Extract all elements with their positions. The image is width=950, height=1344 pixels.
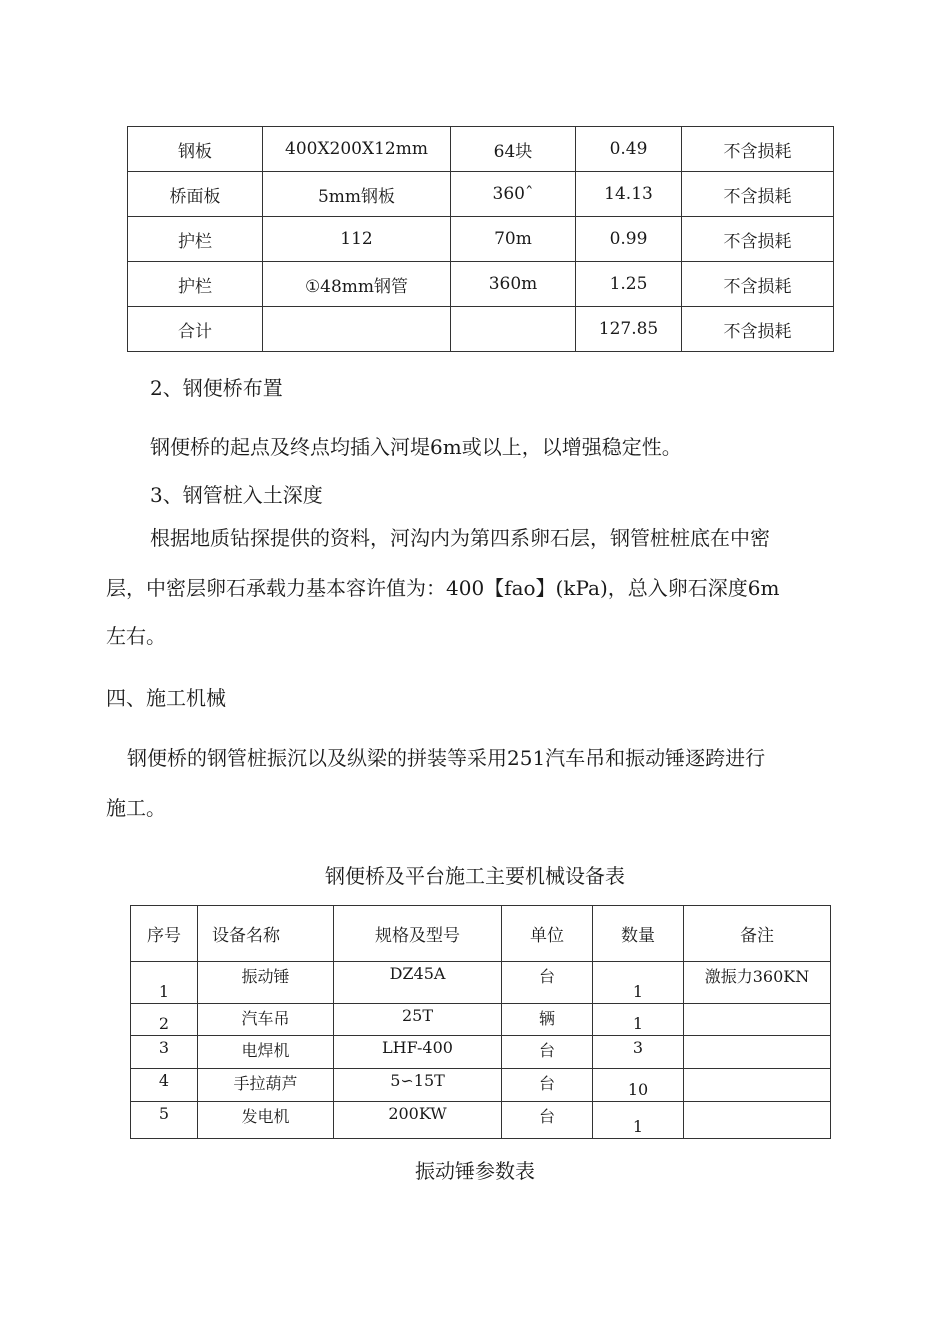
header-cell: 设备名称: [198, 906, 334, 962]
table-cell: 护栏: [128, 262, 263, 307]
table-cell: 10: [593, 1069, 684, 1102]
section-heading: 2、钢便桥布置: [150, 376, 283, 400]
table-cell: 电焊机: [198, 1036, 334, 1069]
table-cell: 5mm钢板: [263, 172, 451, 217]
paragraph-line: 钢便桥的钢管桩振沉以及纵梁的拼装等采用251汽车吊和振动锤逐跨进行: [127, 746, 766, 770]
table-cell: 台: [502, 1069, 593, 1102]
table-cell: 127.85: [576, 307, 682, 352]
table-cell: 14.13: [576, 172, 682, 217]
table-row: [131, 1069, 831, 1102]
table-title: 钢便桥及平台施工主要机械设备表: [325, 864, 625, 888]
table-cell: 1: [131, 962, 198, 1004]
table-cell: 不含损耗: [682, 172, 834, 217]
table-row: [131, 1004, 831, 1036]
table-row: [128, 217, 834, 262]
table-row: [128, 172, 834, 217]
header-cell: 数量: [593, 906, 684, 962]
table-cell: 激振力360KN: [684, 962, 831, 1004]
table-cell: 护栏: [128, 217, 263, 262]
table-row: [131, 1102, 831, 1139]
table-header-row: [131, 906, 831, 962]
table-cell: 0.49: [576, 127, 682, 172]
table-cell: [684, 1004, 831, 1036]
table-cell: 360ˆ: [451, 172, 576, 217]
table-cell: 64块: [451, 127, 576, 172]
table-cell: 汽车吊: [198, 1004, 334, 1036]
table-cell: 不含损耗: [682, 262, 834, 307]
table-cell: 1: [593, 1004, 684, 1036]
table-cell: 辆: [502, 1004, 593, 1036]
table-cell: ①48mm钢管: [263, 262, 451, 307]
table-cell: 手拉葫芦: [198, 1069, 334, 1102]
table-cell: 70m: [451, 217, 576, 262]
paragraph-line: 根据地质钻探提供的资料，河沟内为第四系卵石层，钢管桩桩底在中密: [150, 526, 770, 550]
section-heading: 3、钢管桩入土深度: [150, 483, 323, 507]
table-cell: 桥面板: [128, 172, 263, 217]
table-cell: LHF-400: [334, 1036, 502, 1069]
table-cell: 台: [502, 1036, 593, 1069]
table-cell: 400X200X12mm: [263, 127, 451, 172]
table-cell: 360m: [451, 262, 576, 307]
table-row: [131, 962, 831, 1004]
table-row: [128, 127, 834, 172]
paragraph-line: 左右。: [106, 624, 166, 648]
paragraph-line: 施工。: [106, 796, 166, 820]
table-cell: 振动锤: [198, 962, 334, 1004]
table-cell: 3: [593, 1036, 684, 1069]
table-cell: 不含损耗: [682, 307, 834, 352]
header-cell: 单位: [502, 906, 593, 962]
table-cell: 0.99: [576, 217, 682, 262]
table-row: [128, 307, 834, 352]
material-table: [127, 126, 834, 352]
table-cell: 112: [263, 217, 451, 262]
section-heading: 四、施工机械: [106, 686, 226, 710]
table-cell: 台: [502, 1102, 593, 1139]
table-cell: 4: [131, 1069, 198, 1102]
table-cell: [263, 307, 451, 352]
table-cell: 1.25: [576, 262, 682, 307]
table-row: [128, 262, 834, 307]
table-cell: 台: [502, 962, 593, 1004]
table-cell: 钢板: [128, 127, 263, 172]
table-cell: [684, 1036, 831, 1069]
table-cell: 合计: [128, 307, 263, 352]
table-cell: 发电机: [198, 1102, 334, 1139]
paragraph-line: 层，中密层卵石承载力基本容许值为：400【fao】(kPa)，总入卵石深度6m: [106, 576, 780, 600]
table-cell: 1: [593, 1102, 684, 1139]
equipment-table: [130, 905, 831, 1139]
header-cell: 规格及型号: [334, 906, 502, 962]
table-title: 振动锤参数表: [415, 1159, 535, 1183]
table-cell: 25T: [334, 1004, 502, 1036]
header-cell: 备注: [684, 906, 831, 962]
table-cell: [684, 1102, 831, 1139]
table-cell: 5∽15T: [334, 1069, 502, 1102]
table-row: [131, 1036, 831, 1069]
table-cell: 不含损耗: [682, 217, 834, 262]
table-cell: 3: [131, 1036, 198, 1069]
table-cell: [451, 307, 576, 352]
table-cell: 2: [131, 1004, 198, 1036]
paragraph: 钢便桥的起点及终点均插入河堤6m或以上，以增强稳定性。: [150, 435, 682, 459]
table-cell: 200KW: [334, 1102, 502, 1139]
table-cell: DZ45A: [334, 962, 502, 1004]
header-cell: 序号: [131, 906, 198, 962]
table-cell: 5: [131, 1102, 198, 1139]
table-cell: [684, 1069, 831, 1102]
table-cell: 不含损耗: [682, 127, 834, 172]
table-cell: 1: [593, 962, 684, 1004]
